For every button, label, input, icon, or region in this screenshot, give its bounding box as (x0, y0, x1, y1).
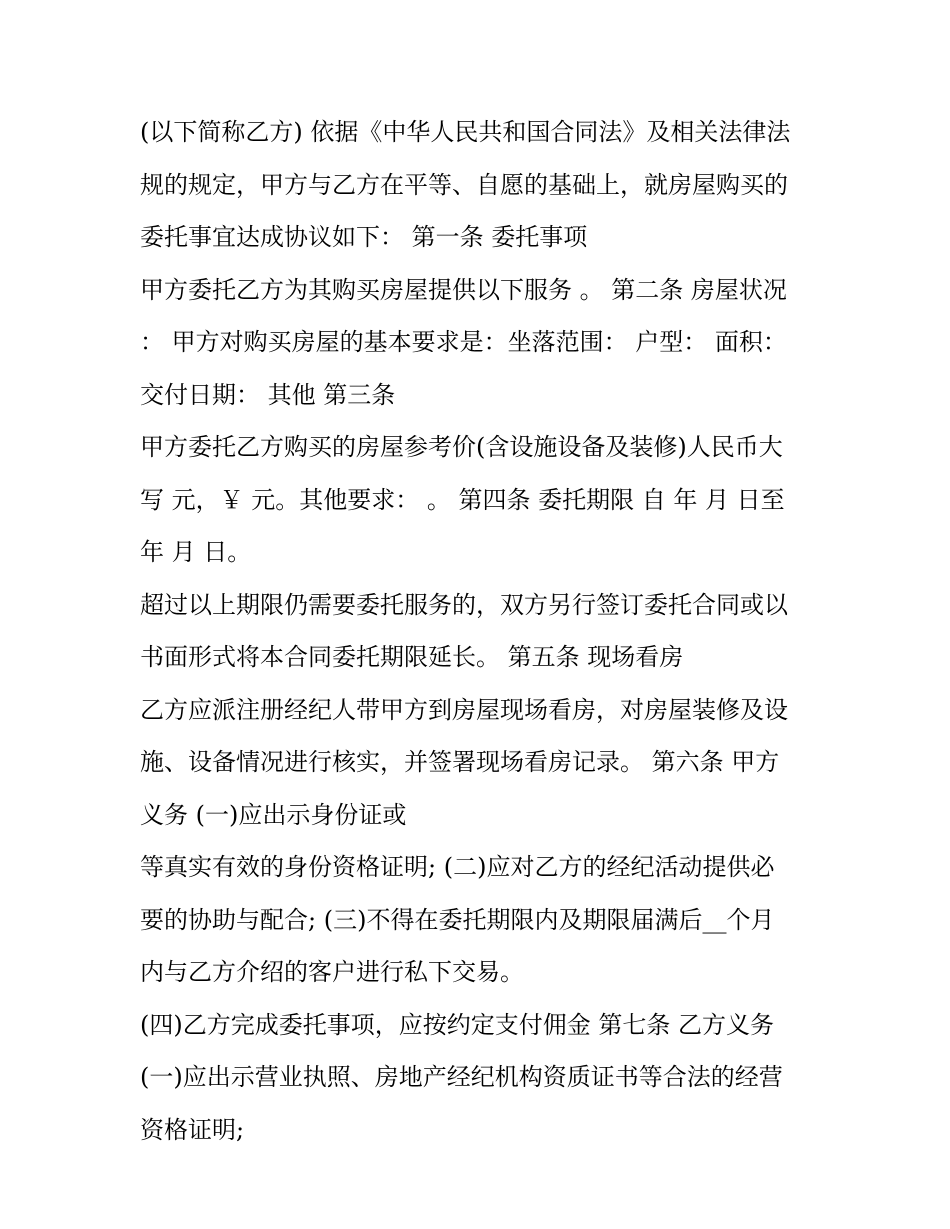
text-line: 资格证明; (140, 1115, 245, 1144)
text-line: 年 月 日。 (140, 538, 252, 566)
text-line: 施、设备情况进行核实，并签署现场看房记录。 第六条 甲方 (140, 748, 780, 776)
text-line: (以下简称乙方) 依据《中华人民共和国合同法》及相关法律法 (140, 118, 791, 146)
text-line: 乙方应派注册经纪人带甲方到房屋现场看房，对房屋装修及设 (140, 695, 788, 724)
text-line: 书面形式将本合同委托期限延长。 第五条 现场看房 (140, 643, 684, 671)
text-line: 等真实有效的身份资格证明; (二)应对乙方的经纪活动提供必 (140, 853, 775, 881)
text-line: (四)乙方完成委托事项，应按约定支付佣金 第七条 乙方义务 (140, 1010, 774, 1039)
text-line: 内与乙方介绍的客户进行私下交易。 (140, 958, 524, 986)
text-line: 要的协助与配合; (三)不得在委托期限内及期限届满后__个月 (140, 905, 775, 934)
text-line: 交付日期： 其他 第三条 (140, 380, 396, 409)
text-line: 写 元，￥ 元。其他要求： 。 第四条 委托期限 自 年 月 日至 (140, 485, 785, 514)
text-line: 甲方委托乙方为其购买房屋提供以下服务 。 第二条 房屋状况 (140, 275, 787, 304)
text-line: ： 甲方对购买房屋的基本要求是：坐落范围： 户型： 面积： (140, 328, 787, 356)
text-line: 规的规定，甲方与乙方在平等、自愿的基础上，就房屋购买的 (140, 170, 788, 199)
text-line: 超过以上期限仍需要委托服务的，双方另行签订委托合同或以 (140, 590, 788, 619)
text-line: 甲方委托乙方购买的房屋参考价(含设施设备及装修)人民币大 (140, 433, 783, 461)
text-line: 委托事宜达成协议如下： 第一条 委托事项 (140, 223, 588, 251)
contract-body-text (140, 106, 820, 1156)
text-line: 义务 (一)应出示身份证或 (140, 800, 407, 829)
text-line: (一)应出示营业执照、房地产经纪机构资质证书等合法的经营 (140, 1063, 783, 1091)
